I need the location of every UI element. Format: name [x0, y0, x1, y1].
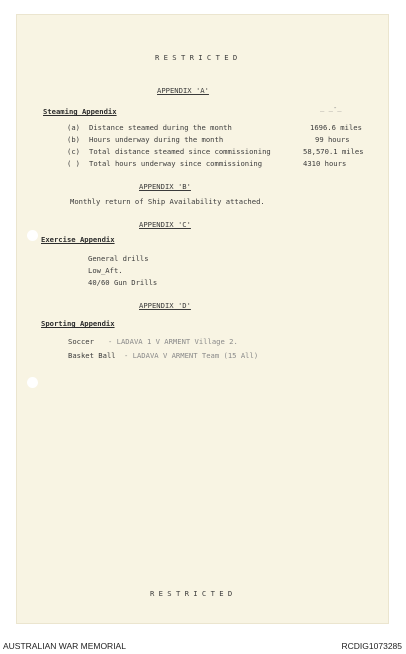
sporting-appendix-title: Sporting Appendix — [41, 319, 115, 328]
dash-mark: _ _-_ — [320, 103, 342, 112]
row-label: (b) — [67, 135, 80, 144]
steaming-appendix-title: Steaming Appendix — [43, 107, 117, 116]
sport-result: - LADAVA V ARMENT Team (15 All) — [124, 351, 259, 360]
row-description: Hours underway during the month — [89, 135, 224, 144]
exercise-item: Low_Aft. — [88, 266, 123, 275]
appendix-b-heading: APPENDIX 'B' — [139, 182, 191, 191]
sport-name: Soccer — [68, 337, 94, 346]
exercise-item: 40/60 Gun Drills — [88, 278, 158, 287]
appendix-c-heading: APPENDIX 'C' — [139, 220, 191, 229]
sport-result: - LADAVA 1 V ARMENT Village 2. — [108, 337, 238, 346]
row-value: 99 hours — [315, 135, 350, 144]
classification-footer: R E S T R I C T E D — [150, 589, 233, 598]
archive-institution: AUSTRALIAN WAR MEMORIAL — [3, 641, 126, 651]
row-label: ( ) — [67, 159, 80, 168]
appendix-a-heading: APPENDIX 'A' — [157, 86, 209, 95]
row-value: 58,570.1 miles — [303, 147, 364, 156]
row-description: Distance steamed during the month — [89, 123, 232, 132]
classification-header: R E S T R I C T E D — [155, 53, 238, 62]
row-label: (a) — [67, 123, 80, 132]
exercise-appendix-title: Exercise Appendix — [41, 235, 115, 244]
row-value: 4310 hours — [303, 159, 347, 168]
row-description: Total hours underway since commissioning — [89, 159, 263, 168]
archive-footer — [0, 634, 406, 654]
row-description: Total distance steamed since commissioning — [89, 147, 271, 156]
appendix-b-text: Monthly return of Ship Availability attached. — [70, 197, 265, 206]
row-label: (c) — [67, 147, 80, 156]
appendix-d-heading: APPENDIX 'D' — [139, 301, 191, 310]
sport-name: Basket Ball — [68, 351, 116, 360]
exercise-item: General drills — [88, 254, 149, 263]
row-value: 1696.6 miles — [310, 123, 362, 132]
punch-hole — [27, 377, 38, 388]
punch-hole — [27, 230, 38, 241]
archive-reference: RCDIG1073285 — [341, 641, 402, 651]
